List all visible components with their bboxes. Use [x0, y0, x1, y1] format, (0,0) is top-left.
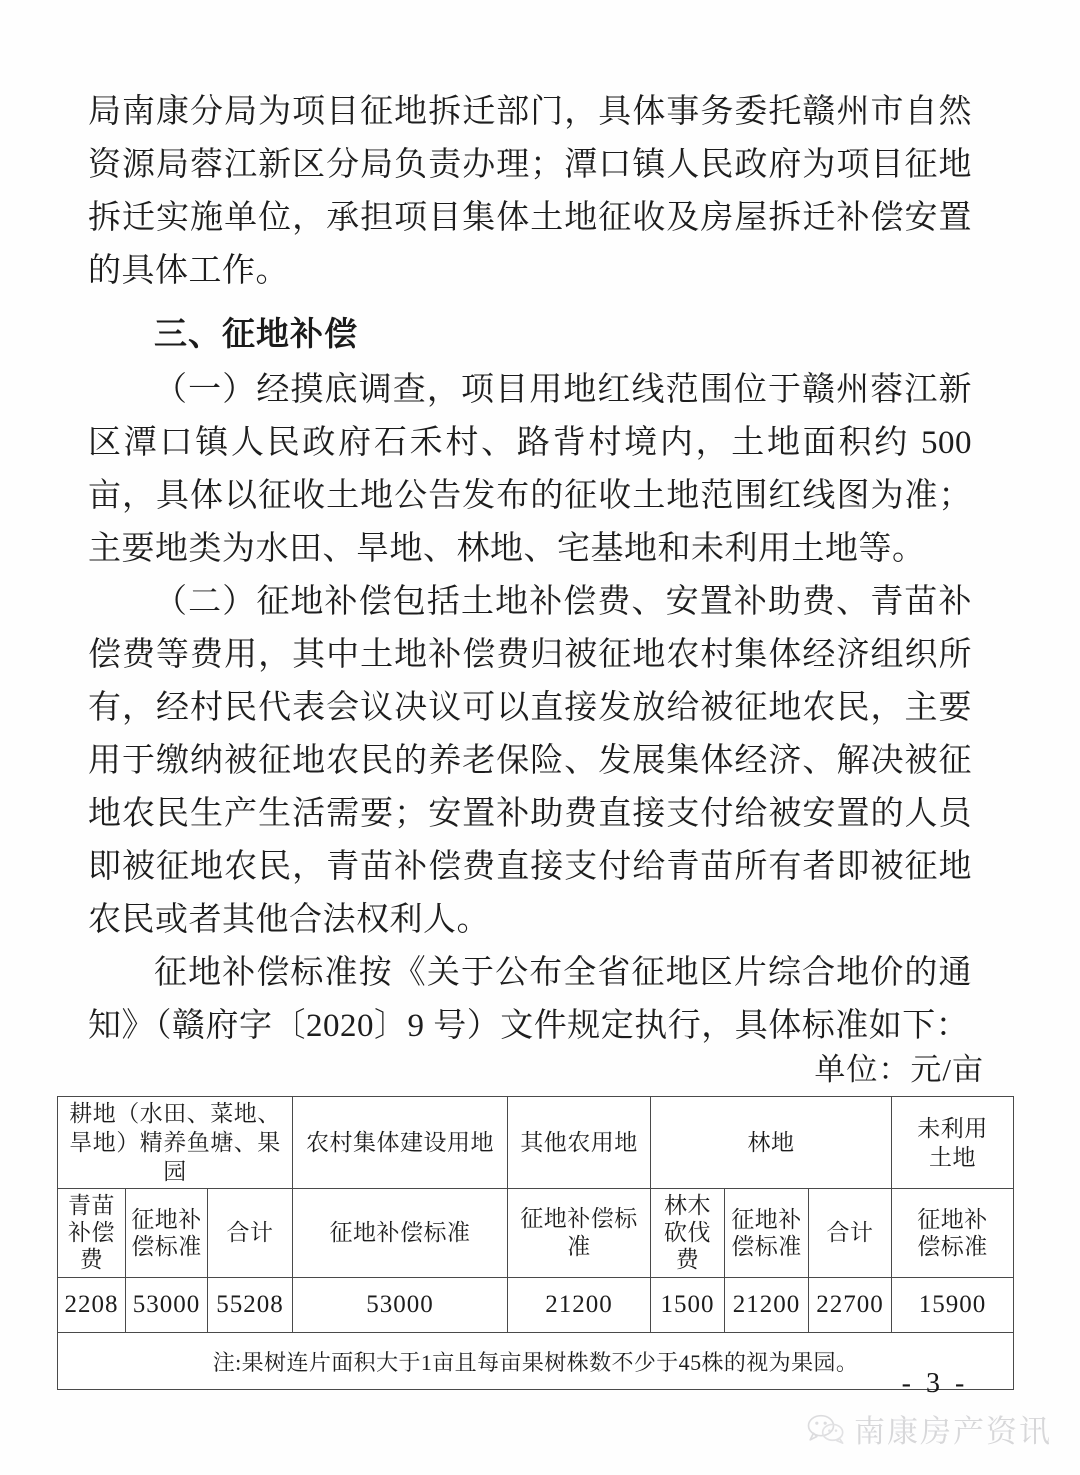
page-number: - 3 -: [901, 1368, 969, 1399]
table-group-header-row: [58, 1097, 1014, 1189]
value-timber-felling-fee: 1500: [651, 1278, 725, 1333]
wechat-icon: [806, 1412, 846, 1446]
group-header-unused-land: 未利用 土地: [892, 1097, 1014, 1189]
sub-header-total-cultivated: 合计: [208, 1189, 293, 1278]
compensation-rate-table: [57, 1096, 1014, 1390]
sub-header-land-acquisition-standard-forest: 征地补 偿标准: [725, 1189, 809, 1278]
sub-header-seedling-compensation-fee: 青苗 补偿 费: [58, 1189, 126, 1278]
sub-header-timber-felling-fee: 林木 砍伐 费: [651, 1189, 725, 1278]
paragraph-item-one: （一）经摸底调查，项目用地红线范围位于赣州蓉江新区潭口镇人民政府石禾村、路背村境内，土地面积约 500 亩，具体以征收土地公告发布的征收土地范围红线图为准；主要地类为水田、旱地、林地、宅基地和未利用土地等。: [88, 372, 972, 567]
watermark-text: 南康房产资讯: [854, 1414, 1052, 1449]
sub-header-land-acquisition-standard-construction: 征地补偿标准: [293, 1189, 508, 1278]
group-header-cultivated-land: 耕地（水田、菜地、旱地）精养鱼塘、果园: [58, 1097, 293, 1189]
value-seedling-compensation-fee: 2208: [58, 1278, 126, 1333]
paragraph-continued: 局南康分局为项目征地拆迁部门，具体事务委托赣州市自然资源局蓉江新区分局负责办理；潭口镇人民政府为项目征地拆迁实施单位，承担项目集体土地征收及房屋拆迁补偿安置的具体工作。: [88, 94, 972, 289]
group-header-forest-land: 林地: [651, 1097, 892, 1189]
table-sub-header-row: [58, 1189, 1014, 1278]
sub-header-land-acquisition-standard-cultivated: 征地补 偿标准: [126, 1189, 208, 1278]
value-land-acquisition-standard-construction: 53000: [293, 1278, 508, 1333]
page-number-container: [0, 1368, 1080, 1400]
sub-header-land-acquisition-standard-other-agricultural: 征地补偿标准: [508, 1189, 651, 1278]
value-land-acquisition-standard-cultivated: 53000: [126, 1278, 208, 1333]
sub-header-total-forest: 合计: [809, 1189, 892, 1278]
table-row: [58, 1278, 1014, 1333]
watermark: [806, 1406, 1052, 1451]
value-land-acquisition-standard-forest: 21200: [725, 1278, 809, 1333]
section-heading-compensation: 三、征地补偿: [154, 317, 358, 353]
table-unit-label: 单位：元/亩: [814, 1052, 984, 1087]
paragraph-standard-reference: 征地补偿标准按《关于公布全省征地区片综合地价的通知》（赣府字〔2020〕9 号）文件规定执行，具体标准如下：: [88, 955, 972, 1044]
group-header-other-agricultural-land: 其他农用地: [508, 1097, 651, 1189]
value-total-forest: 22700: [809, 1278, 892, 1333]
document-body: [88, 86, 972, 1053]
sub-header-land-acquisition-standard-unused: 征地补 偿标准: [892, 1189, 1014, 1278]
group-header-rural-collective-construction-land: 农村集体建设用地: [293, 1097, 508, 1189]
value-land-acquisition-standard-other-agricultural: 21200: [508, 1278, 651, 1333]
spacer: [88, 298, 972, 303]
compensation-table-container: [57, 1096, 1013, 1390]
paragraph-item-two: （二）征地补偿包括土地补偿费、安置补助费、青苗补偿费等费用，其中土地补偿费归被征地农村集体经济组织所有，经村民代表会议决议可以直接发放给被征地农民，主要用于缴纳被征地农民的养老保险、发展集体经济、解决被征地农民生产生活需要；安置补助费直接支付给被安置的人员即被征地农民，青苗补偿费直接支付给青苗所有者即被征地农民或者其他合法权利人。: [88, 584, 972, 938]
table-note: 注:果树连片面积大于1亩且每亩果树株数不少于45株的视为果园。: [58, 1333, 1014, 1390]
value-land-acquisition-standard-unused: 15900: [892, 1278, 1014, 1333]
value-total-cultivated: 55208: [208, 1278, 293, 1333]
